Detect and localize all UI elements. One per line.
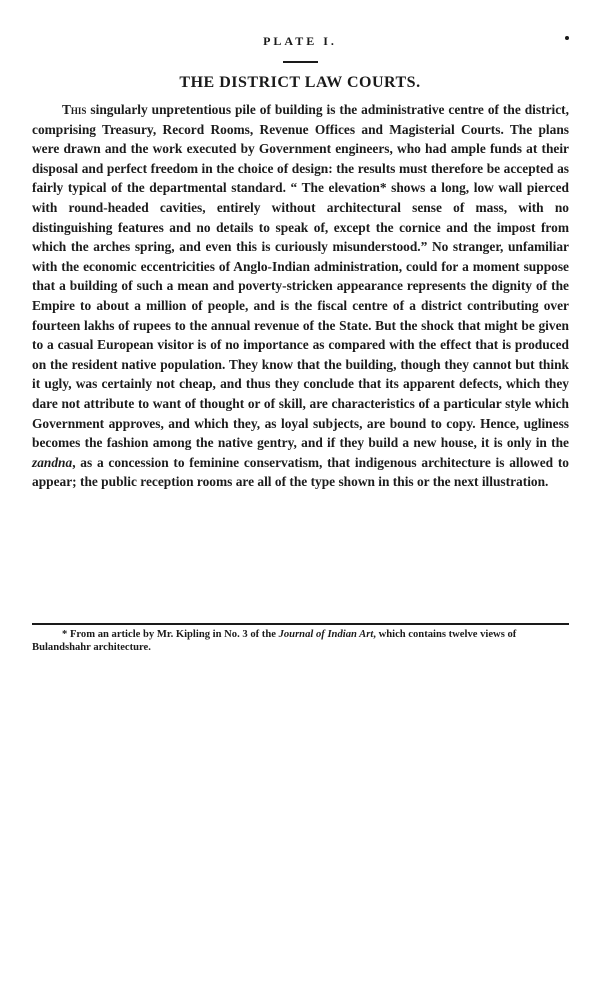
text-run-1: singularly unpretentious pile of building is the administrative centre of the district, comprising Treasury, Record Rooms, Revenue Offices and Magisterial Courts. The plans were drawn and the work executed by Government engineers, who had ample funds at their disposal and perfect freedom in the choice of design: the results must therefore be accepted as fairly typical of the departmental standard. “ The elevation [32,102,569,196]
footnote-rule [32,623,569,625]
footnote-reference-mark: * [379,180,387,196]
ink-speck [565,36,569,40]
footnote-run-2: , which contains twelve views of Bulandshahr architecture. [32,629,517,653]
footnote-run-1: From an article by Mr. Kipling in No. 3 of the [67,629,279,640]
text-run-2: shows a long, low wall pierced with round-headed cavities, entirely without architectural sense of mass, with no distinguishing features and no details to speak of, except the cornice and the impost from which the arches spring, and even this is curiously misunderstood.” No stranger, unfamiliar with the economic eccentricities of Anglo-Indian administration, could for a moment suppose that a building of such a mean and poverty-stricken appearance represents the dignity of the Empire to about a million of people, and is the fiscal centre of a district contributing over fourteen lakhs of rupees to the annual revenue of the State. But the shock that might be given to a casual European visitor is of no importance as compared with the effect that is produced on the resident native population. They know that the building, though they cannot but think it ugly, was certainly not cheap, and thus they conclude that its apparent defects, which they dare not attribute to want of thought or of skill, are characteristics of a particular style which Government approves, and which they, as loyal subjects, are bound to copy. Hence, ugliness becomes the fashion among the native gentry, and if they build a new house, it is only in the [32,180,569,451]
lead-word: This [62,102,87,117]
paragraph-text [32,100,569,492]
footnote-mark: * [62,629,68,640]
heading-rule [283,61,318,63]
footnote-text [32,628,569,654]
footnote [32,628,569,654]
body-paragraph [32,100,569,492]
text-run-3: , as a concession to feminine conservatism, that indigenous architecture is allowed to appear; the public reception rooms are all of the type shown in this or the next illustration. [32,454,569,490]
page-title: THE DISTRICT LAW COURTS. [179,74,421,91]
journal-title: Journal of Indian Art [278,629,374,640]
italic-term-zandna: zandna [32,454,73,470]
plate-label: PLATE I. [263,34,337,48]
